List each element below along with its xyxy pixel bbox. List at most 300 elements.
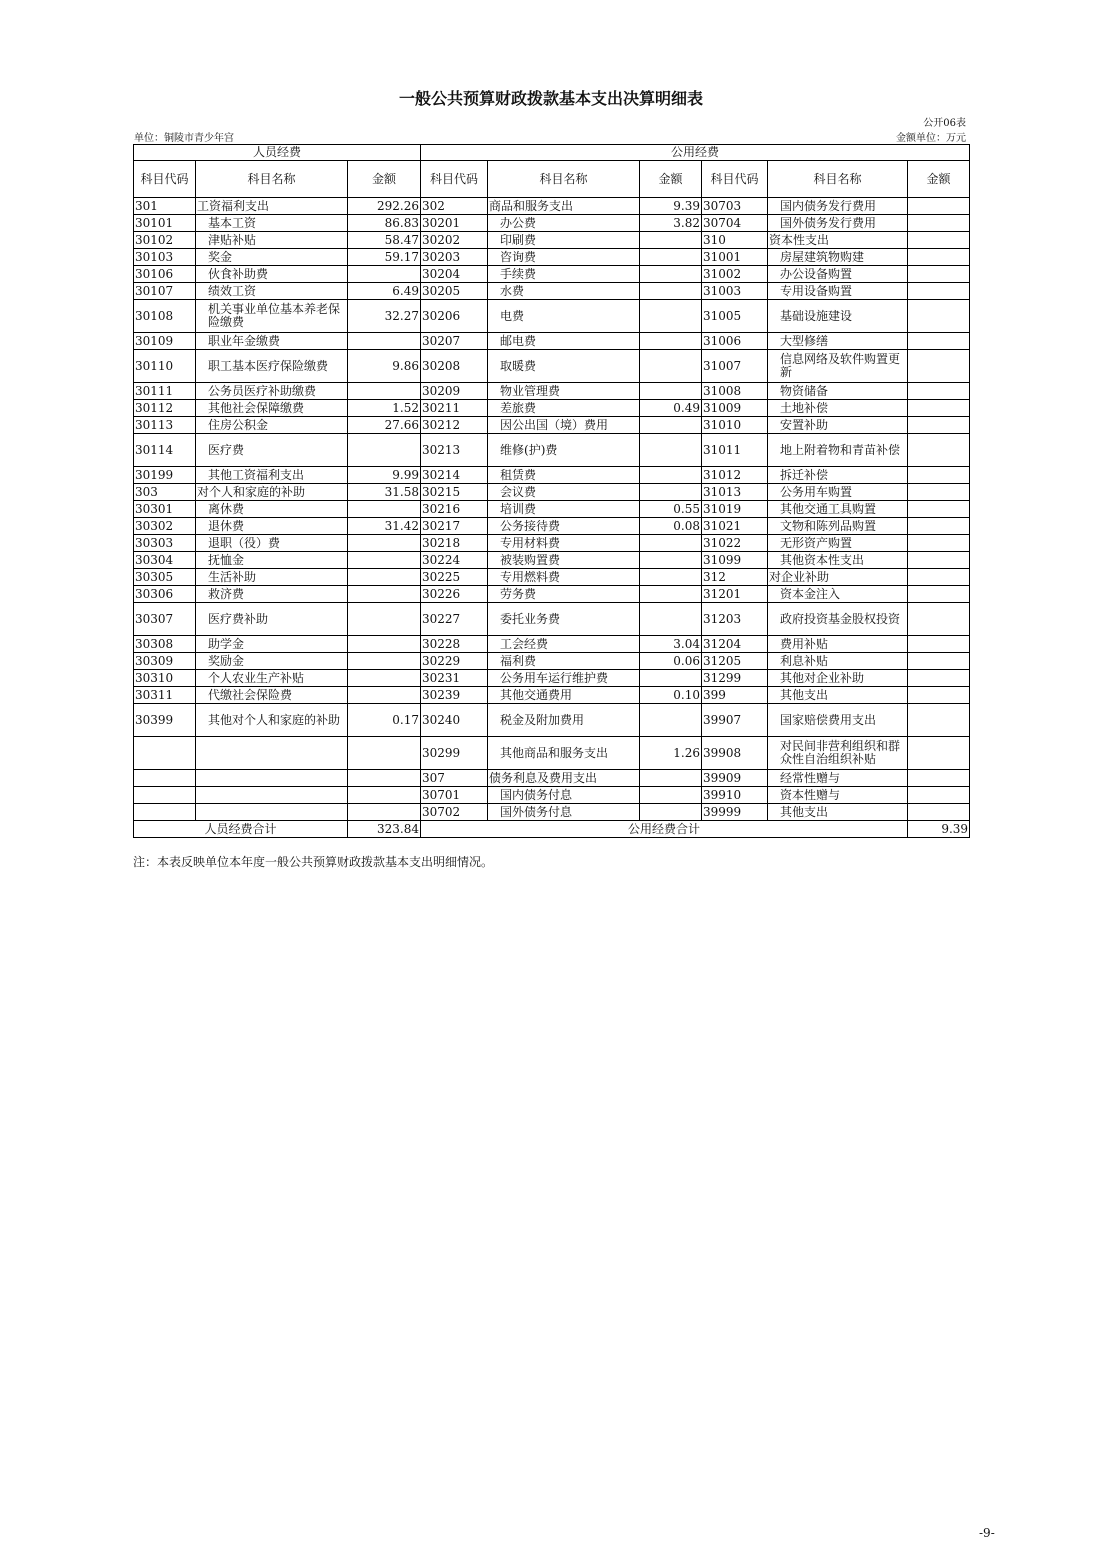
name-cell: 培训费 [488, 501, 640, 518]
amount-cell [640, 350, 702, 383]
code-cell: 30224 [421, 552, 488, 569]
amount-cell: 27.66 [348, 417, 421, 434]
code-cell: 30227 [421, 603, 488, 636]
amount-cell: 1.52 [348, 400, 421, 417]
code-cell: 31299 [702, 670, 768, 687]
name-cell: 抚恤金 [196, 552, 348, 569]
amount-cell [640, 535, 702, 552]
code-cell: 30111 [134, 383, 196, 400]
table-row [134, 283, 970, 300]
name-cell: 债务利息及费用支出 [488, 770, 640, 787]
col-amount-header: 金额 [908, 161, 970, 198]
col-name-header: 科目名称 [196, 161, 348, 198]
amount-cell [348, 569, 421, 586]
name-cell: 其他社会保障缴费 [196, 400, 348, 417]
code-cell: 30203 [421, 249, 488, 266]
amount-cell [348, 535, 421, 552]
name-cell: 无形资产购置 [768, 535, 908, 552]
amount-cell [348, 636, 421, 653]
amount-cell [640, 586, 702, 603]
table-note: 注：本表反映单位本年度一般公共预算财政拨款基本支出明细情况。 [133, 855, 494, 869]
amount-cell [640, 417, 702, 434]
code-cell: 31203 [702, 603, 768, 636]
amount-cell [640, 434, 702, 467]
amount-cell [908, 569, 970, 586]
code-cell: 30702 [421, 804, 488, 821]
name-cell: 公务接待费 [488, 518, 640, 535]
amount-cell [908, 249, 970, 266]
amount-cell [908, 603, 970, 636]
code-cell: 30225 [421, 569, 488, 586]
name-cell: 信息网络及软件购置更新 [768, 350, 908, 383]
table-row [134, 670, 970, 687]
amount-cell: 0.06 [640, 653, 702, 670]
amount-cell: 3.82 [640, 215, 702, 232]
name-cell: 物资储备 [768, 383, 908, 400]
code-cell: 30214 [421, 467, 488, 484]
amount-cell [908, 300, 970, 333]
code-cell: 312 [702, 569, 768, 586]
personnel-group-header: 人员经费 [134, 145, 421, 161]
code-cell: 31006 [702, 333, 768, 350]
table-row [134, 653, 970, 670]
code-cell: 31013 [702, 484, 768, 501]
amount-cell [908, 198, 970, 215]
amount-cell [640, 787, 702, 804]
name-cell: 奖金 [196, 249, 348, 266]
name-cell: 物业管理费 [488, 383, 640, 400]
code-cell: 31002 [702, 266, 768, 283]
name-cell: 国家赔偿费用支出 [768, 704, 908, 737]
amount-cell [640, 804, 702, 821]
name-cell: 医疗费补助 [196, 603, 348, 636]
name-cell: 因公出国（境）费用 [488, 417, 640, 434]
name-cell: 大型修缮 [768, 333, 908, 350]
table-row [134, 535, 970, 552]
name-cell: 取暖费 [488, 350, 640, 383]
personnel-total-value: 323.84 [348, 821, 421, 838]
name-cell: 机关事业单位基本养老保险缴费 [196, 300, 348, 333]
code-cell: 30231 [421, 670, 488, 687]
name-cell: 安置补助 [768, 417, 908, 434]
name-cell: 差旅费 [488, 400, 640, 417]
amount-cell [908, 804, 970, 821]
code-cell: 39910 [702, 787, 768, 804]
amount-cell [908, 770, 970, 787]
amount-cell: 32.27 [348, 300, 421, 333]
name-cell: 邮电费 [488, 333, 640, 350]
table-body [134, 198, 970, 821]
name-cell: 办公设备购置 [768, 266, 908, 283]
name-cell: 生活补助 [196, 569, 348, 586]
amount-cell [348, 787, 421, 804]
public-group-header: 公用经费 [421, 145, 970, 161]
amount-cell: 86.83 [348, 215, 421, 232]
name-cell: 公务用车运行维护费 [488, 670, 640, 687]
code-cell: 30226 [421, 586, 488, 603]
amount-cell: 0.10 [640, 687, 702, 704]
code-cell: 30703 [702, 198, 768, 215]
name-cell: 资本性赠与 [768, 787, 908, 804]
table-row [134, 417, 970, 434]
table-row [134, 383, 970, 400]
code-cell: 30304 [134, 552, 196, 569]
code-cell: 30199 [134, 467, 196, 484]
code-cell: 30215 [421, 484, 488, 501]
code-cell: 31003 [702, 283, 768, 300]
amount-cell [348, 333, 421, 350]
name-cell: 助学金 [196, 636, 348, 653]
code-cell: 31001 [702, 249, 768, 266]
table-row [134, 434, 970, 467]
code-cell: 399 [702, 687, 768, 704]
name-cell: 对企业补助 [768, 569, 908, 586]
name-cell: 印刷费 [488, 232, 640, 249]
code-cell: 30217 [421, 518, 488, 535]
amount-cell [640, 283, 702, 300]
col-amount-header: 金额 [640, 161, 702, 198]
code-cell: 31007 [702, 350, 768, 383]
amount-cell [640, 249, 702, 266]
name-cell: 咨询费 [488, 249, 640, 266]
amount-cell [348, 603, 421, 636]
name-cell: 工资福利支出 [196, 198, 348, 215]
name-cell: 经常性赠与 [768, 770, 908, 787]
name-cell: 水费 [488, 283, 640, 300]
code-cell: 30102 [134, 232, 196, 249]
amount-cell [640, 770, 702, 787]
name-cell: 维修(护)费 [488, 434, 640, 467]
unit-label: 单位：铜陵市青少年宫 [134, 133, 234, 144]
amount-cell [348, 670, 421, 687]
code-cell: 30239 [421, 687, 488, 704]
name-cell: 专用材料费 [488, 535, 640, 552]
code-cell: 30704 [702, 215, 768, 232]
public-total-value: 9.39 [908, 821, 970, 838]
code-cell: 30205 [421, 283, 488, 300]
code-cell: 30108 [134, 300, 196, 333]
code-cell: 31010 [702, 417, 768, 434]
amount-cell [908, 552, 970, 569]
amount-cell [908, 586, 970, 603]
amount-cell [640, 670, 702, 687]
name-cell: 拆迁补偿 [768, 467, 908, 484]
amount-cell: 59.17 [348, 249, 421, 266]
code-cell: 30399 [134, 704, 196, 737]
amount-cell [348, 434, 421, 467]
name-cell: 对个人和家庭的补助 [196, 484, 348, 501]
code-cell: 39909 [702, 770, 768, 787]
amount-cell [908, 501, 970, 518]
amount-cell: 6.49 [348, 283, 421, 300]
name-cell: 委托业务费 [488, 603, 640, 636]
code-cell: 31008 [702, 383, 768, 400]
amount-cell: 0.17 [348, 704, 421, 737]
amount-cell [908, 535, 970, 552]
table-row [134, 232, 970, 249]
amount-cell [908, 283, 970, 300]
code-cell: 31009 [702, 400, 768, 417]
table-row [134, 804, 970, 821]
code-cell: 30302 [134, 518, 196, 535]
amount-cell [908, 518, 970, 535]
code-cell: 31201 [702, 586, 768, 603]
code-cell: 307 [421, 770, 488, 787]
code-cell: 30101 [134, 215, 196, 232]
code-cell: 30303 [134, 535, 196, 552]
code-cell: 31022 [702, 535, 768, 552]
code-cell [134, 804, 196, 821]
code-cell: 31021 [702, 518, 768, 535]
table-row [134, 552, 970, 569]
amount-cell: 1.26 [640, 737, 702, 770]
amount-cell [640, 484, 702, 501]
code-cell: 30307 [134, 603, 196, 636]
code-cell: 30110 [134, 350, 196, 383]
amount-cell [348, 383, 421, 400]
code-cell [134, 787, 196, 804]
name-cell: 工会经费 [488, 636, 640, 653]
name-cell: 国外债务发行费用 [768, 215, 908, 232]
name-cell: 退职（役）费 [196, 535, 348, 552]
code-cell: 30212 [421, 417, 488, 434]
code-cell: 30201 [421, 215, 488, 232]
name-cell: 其他交通费用 [488, 687, 640, 704]
amount-cell: 58.47 [348, 232, 421, 249]
name-cell: 伙食补助费 [196, 266, 348, 283]
code-cell: 303 [134, 484, 196, 501]
name-cell: 其他工资福利支出 [196, 467, 348, 484]
name-cell: 专用设备购置 [768, 283, 908, 300]
name-cell: 利息补贴 [768, 653, 908, 670]
name-cell: 对民间非营利组织和群众性自治组织补贴 [768, 737, 908, 770]
form-number: 公开06表 [923, 118, 966, 129]
amount-cell [640, 383, 702, 400]
code-cell: 30112 [134, 400, 196, 417]
table-row [134, 787, 970, 804]
table-row [134, 215, 970, 232]
name-cell: 其他支出 [768, 804, 908, 821]
table-row [134, 737, 970, 770]
name-cell: 租赁费 [488, 467, 640, 484]
name-cell: 手续费 [488, 266, 640, 283]
code-cell: 30204 [421, 266, 488, 283]
amount-cell [640, 704, 702, 737]
code-cell: 30228 [421, 636, 488, 653]
amount-cell [348, 687, 421, 704]
amount-cell: 9.39 [640, 198, 702, 215]
code-cell: 30211 [421, 400, 488, 417]
name-cell [196, 787, 348, 804]
amount-cell [640, 552, 702, 569]
name-cell: 会议费 [488, 484, 640, 501]
code-cell: 30106 [134, 266, 196, 283]
table-row [134, 333, 970, 350]
code-cell: 30107 [134, 283, 196, 300]
code-cell: 39908 [702, 737, 768, 770]
table-row [134, 603, 970, 636]
amount-cell [640, 333, 702, 350]
name-cell: 国内债务付息 [488, 787, 640, 804]
col-name-header: 科目名称 [488, 161, 640, 198]
name-cell [196, 737, 348, 770]
code-cell: 31011 [702, 434, 768, 467]
table-row [134, 569, 970, 586]
amount-cell [640, 300, 702, 333]
code-cell: 31204 [702, 636, 768, 653]
amount-cell [908, 232, 970, 249]
table-row [134, 501, 970, 518]
amount-cell: 3.04 [640, 636, 702, 653]
amount-cell [908, 215, 970, 232]
code-cell: 31005 [702, 300, 768, 333]
code-cell: 30229 [421, 653, 488, 670]
expenditure-table [133, 144, 970, 838]
name-cell: 电费 [488, 300, 640, 333]
col-amount-header: 金额 [348, 161, 421, 198]
amount-cell [640, 232, 702, 249]
table-row [134, 636, 970, 653]
name-cell: 绩效工资 [196, 283, 348, 300]
code-cell: 30208 [421, 350, 488, 383]
amount-unit-label: 金额单位：万元 [896, 133, 966, 144]
amount-cell [348, 586, 421, 603]
code-cell: 31019 [702, 501, 768, 518]
public-total-label: 公用经费合计 [421, 821, 908, 838]
code-cell: 30213 [421, 434, 488, 467]
code-cell: 30113 [134, 417, 196, 434]
code-cell: 30305 [134, 569, 196, 586]
name-cell: 办公费 [488, 215, 640, 232]
name-cell: 个人农业生产补贴 [196, 670, 348, 687]
amount-cell [348, 552, 421, 569]
amount-cell [908, 704, 970, 737]
page-title: 一般公共预算财政拨款基本支出决算明细表 [398, 89, 703, 108]
col-code-header: 科目代码 [702, 161, 768, 198]
name-cell: 其他对企业补助 [768, 670, 908, 687]
name-cell [196, 804, 348, 821]
name-cell: 代缴社会保险费 [196, 687, 348, 704]
amount-cell [348, 501, 421, 518]
table-row [134, 198, 970, 215]
page-number: -9- [979, 1526, 995, 1540]
amount-cell [908, 417, 970, 434]
name-cell: 津贴补贴 [196, 232, 348, 249]
amount-cell [908, 434, 970, 467]
name-cell: 职业年金缴费 [196, 333, 348, 350]
amount-cell [908, 400, 970, 417]
name-cell: 公务用车购置 [768, 484, 908, 501]
name-cell: 其他交通工具购置 [768, 501, 908, 518]
table-row [134, 249, 970, 266]
amount-cell [908, 687, 970, 704]
code-cell: 31099 [702, 552, 768, 569]
name-cell: 其他商品和服务支出 [488, 737, 640, 770]
col-code-header: 科目代码 [134, 161, 196, 198]
code-cell: 301 [134, 198, 196, 215]
code-cell: 30310 [134, 670, 196, 687]
name-cell [196, 770, 348, 787]
name-cell: 国内债务发行费用 [768, 198, 908, 215]
code-cell: 30103 [134, 249, 196, 266]
code-cell: 30209 [421, 383, 488, 400]
code-cell: 31012 [702, 467, 768, 484]
personnel-total-label: 人员经费合计 [134, 821, 348, 838]
code-cell: 30207 [421, 333, 488, 350]
name-cell: 文物和陈列品购置 [768, 518, 908, 535]
name-cell: 其他对个人和家庭的补助 [196, 704, 348, 737]
amount-cell: 31.42 [348, 518, 421, 535]
code-cell: 39907 [702, 704, 768, 737]
amount-cell [348, 737, 421, 770]
table-row [134, 350, 970, 383]
amount-cell [908, 350, 970, 383]
col-code-header: 科目代码 [421, 161, 488, 198]
name-cell: 房屋建筑物购建 [768, 249, 908, 266]
amount-cell: 9.86 [348, 350, 421, 383]
name-cell: 被装购置费 [488, 552, 640, 569]
name-cell: 劳务费 [488, 586, 640, 603]
amount-cell: 0.55 [640, 501, 702, 518]
code-cell: 30309 [134, 653, 196, 670]
table-row [134, 300, 970, 333]
name-cell: 住房公积金 [196, 417, 348, 434]
name-cell: 专用燃料费 [488, 569, 640, 586]
table-row [134, 266, 970, 283]
name-cell: 资本性支出 [768, 232, 908, 249]
code-cell: 30202 [421, 232, 488, 249]
name-cell: 其他支出 [768, 687, 908, 704]
name-cell: 职工基本医疗保险缴费 [196, 350, 348, 383]
amount-cell [640, 603, 702, 636]
name-cell: 政府投资基金股权投资 [768, 603, 908, 636]
amount-cell [348, 804, 421, 821]
table-row [134, 687, 970, 704]
name-cell: 资本金注入 [768, 586, 908, 603]
code-cell: 30109 [134, 333, 196, 350]
amount-cell: 292.26 [348, 198, 421, 215]
code-cell: 30218 [421, 535, 488, 552]
amount-cell [908, 787, 970, 804]
amount-cell [908, 333, 970, 350]
code-cell: 30701 [421, 787, 488, 804]
name-cell: 福利费 [488, 653, 640, 670]
code-cell: 302 [421, 198, 488, 215]
name-cell: 公务员医疗补助缴费 [196, 383, 348, 400]
amount-cell [908, 484, 970, 501]
name-cell: 商品和服务支出 [488, 198, 640, 215]
amount-cell [908, 266, 970, 283]
amount-cell [640, 266, 702, 283]
code-cell: 30306 [134, 586, 196, 603]
amount-cell [908, 636, 970, 653]
name-cell: 基本工资 [196, 215, 348, 232]
amount-cell [908, 467, 970, 484]
code-cell: 39999 [702, 804, 768, 821]
amount-cell [640, 569, 702, 586]
table-row [134, 770, 970, 787]
table-row [134, 586, 970, 603]
name-cell: 费用补贴 [768, 636, 908, 653]
name-cell: 奖励金 [196, 653, 348, 670]
name-cell: 救济费 [196, 586, 348, 603]
name-cell: 国外债务付息 [488, 804, 640, 821]
code-cell: 30216 [421, 501, 488, 518]
code-cell: 30114 [134, 434, 196, 467]
name-cell: 医疗费 [196, 434, 348, 467]
table-row [134, 518, 970, 535]
code-cell: 31205 [702, 653, 768, 670]
